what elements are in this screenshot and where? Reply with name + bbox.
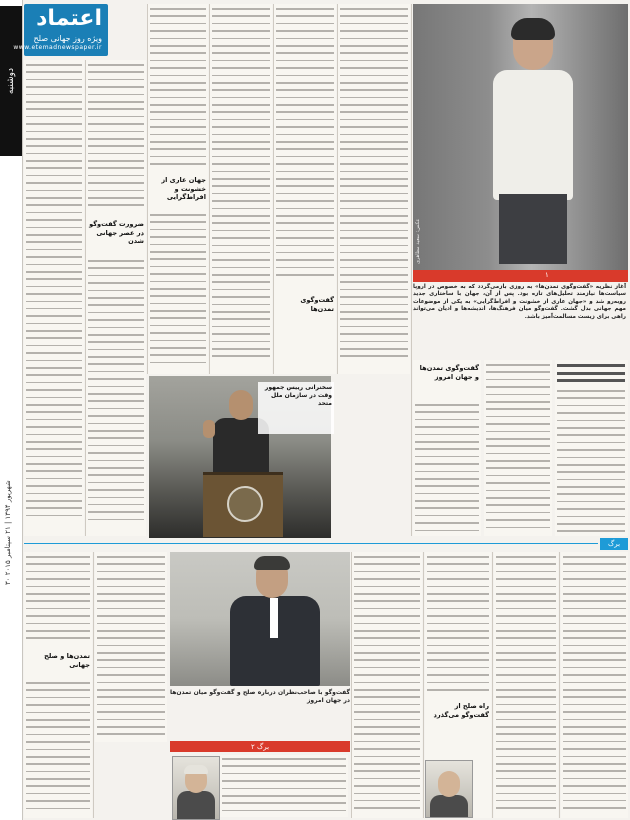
featured-photo xyxy=(413,4,628,270)
section-label-bottom: برگ ۲ xyxy=(170,741,350,752)
headline-center-1: جهان عاری از خشونت و افراط‌گرایی xyxy=(161,176,206,202)
interview-caption: گفت‌وگو با صاحب‌نظران درباره صلح و گفت‌وگو میان تمدن‌ها در جهان امروز xyxy=(170,689,350,704)
caption-number: ۱ xyxy=(545,271,549,279)
masthead-strip xyxy=(0,0,23,820)
text-column-1 xyxy=(24,60,84,536)
bottom-column-6 xyxy=(561,552,628,818)
logo-subtitle: ویژه روز جهانی صلح xyxy=(33,34,102,43)
un-emblem xyxy=(227,486,263,522)
bottom-column-2 xyxy=(95,552,167,742)
dateline: ۳۰ شهریور ۱۳۹۴ | ۲۱ سپتامبر ۲۰۱۵ xyxy=(4,480,12,585)
lead-caption: آغاز نظریه «گفت‌وگوی تمدن‌ها» به روزی بازمی‌گردد که به خصوص در اروپا سیاست‌ها نیازمند تحلیل‌های تازه بود. پس از آن، جهان با ساختاری جدید روبه‌رو شد و «جهان عاری از خشونت و افراط‌گرایی» به یکی از موضوعات مهم جهانی بدل گشت. گفت‌وگو میان فرهنگ‌ها، اندیشه‌ها و ادیان می‌تواند راهی برای زیست مسالمت‌آمیز باشد. xyxy=(413,284,626,320)
headline-bottom-left: تمدن‌ها و صلح جهانی xyxy=(44,652,90,669)
interviewee-figure xyxy=(230,558,320,686)
caption-bar xyxy=(413,270,628,282)
bottom-column-5 xyxy=(494,552,558,818)
text-column-4 xyxy=(210,4,272,374)
photo-quote: سخنرانی رییس جمهور وقت در سازمان ملل متحد xyxy=(264,384,332,407)
newspaper-logo xyxy=(13,4,108,56)
headline-left-1: ضرورت گفت‌وگو در عصر جهانی شدن xyxy=(89,220,144,246)
text-column-5 xyxy=(274,4,336,374)
weekday-tab xyxy=(0,6,22,156)
text-column-2 xyxy=(86,60,146,536)
bottom-center-text xyxy=(220,755,348,817)
section-label-right: برگ xyxy=(600,538,628,550)
logo-title: اعتماد xyxy=(36,6,102,31)
logo-url: www.etemadnewspaper.ir xyxy=(13,44,102,51)
text-column-7 xyxy=(413,360,481,536)
text-column-9 xyxy=(555,360,628,536)
portrait-figure xyxy=(493,14,573,264)
photo-quote-box xyxy=(258,382,334,434)
weekday-label: دوشنبه xyxy=(6,67,16,95)
bottom-column-3 xyxy=(352,552,422,818)
author-thumbnail-1 xyxy=(172,756,220,820)
text-column-3 xyxy=(148,4,208,374)
photo-credit: عکس: سعید مظاهری xyxy=(415,218,421,264)
interview-photo xyxy=(170,552,350,686)
author-thumbnail-2 xyxy=(425,760,473,818)
headline-center-2: گفت‌وگوی تمدن‌ها xyxy=(300,296,334,313)
text-column-6 xyxy=(338,4,410,374)
headline-right-mid: گفت‌وگوی تمدن‌ها و جهان امروز xyxy=(419,364,479,381)
bottom-column-1 xyxy=(24,552,92,818)
section-divider xyxy=(24,543,598,544)
headline-bottom-right: راه صلح از گفت‌وگو می‌گذرد xyxy=(433,702,489,719)
text-column-8 xyxy=(484,360,552,536)
